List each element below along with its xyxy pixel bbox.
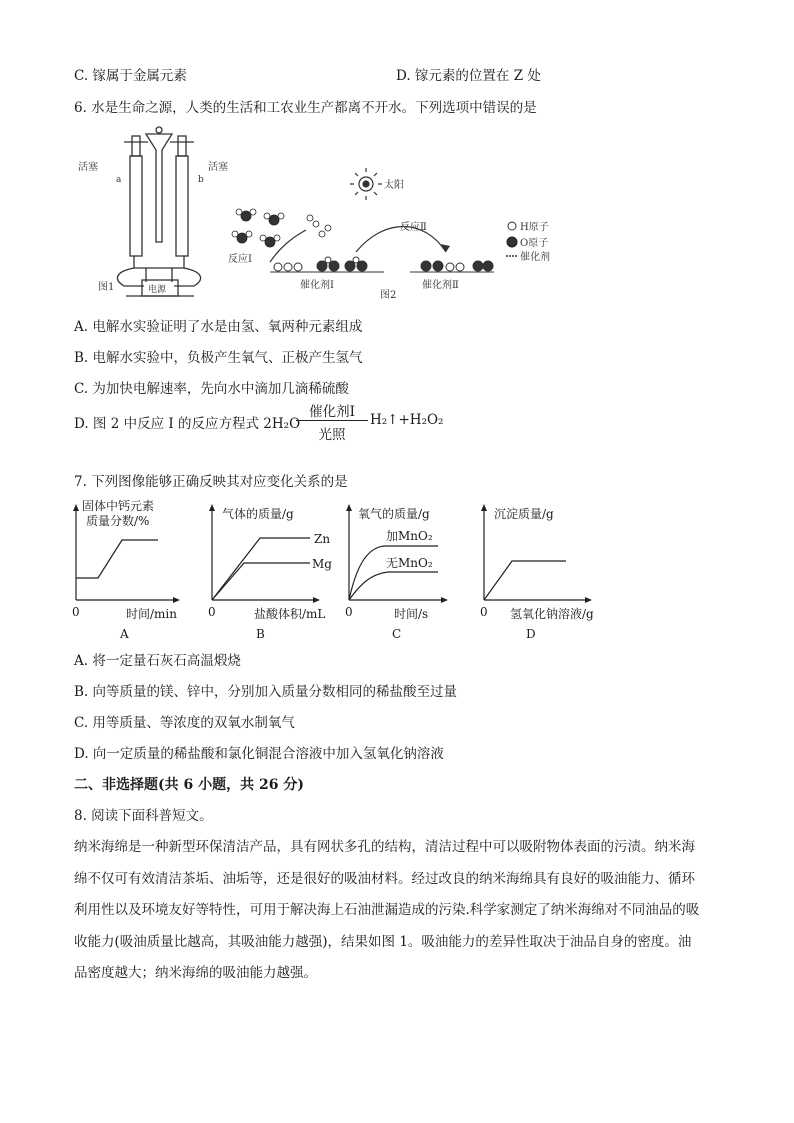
q8-passage bbox=[74, 832, 724, 990]
graph-d-xlabel: 氢氧化钠溶液/g bbox=[510, 607, 594, 621]
graph-a-ylabel-1: 固体中钙元素 bbox=[82, 499, 155, 513]
graph-c-with-mno2 bbox=[349, 546, 438, 600]
q6-stem: 6. 水是生命之源，人类的生活和工农业生产都离不开水。下列选项中错误的是 bbox=[74, 100, 537, 116]
graph-b-zn-label: Zn bbox=[314, 532, 331, 546]
graph-a-y-arrow bbox=[73, 504, 79, 511]
q6-option-d-suffix: H₂↑+H₂O₂ bbox=[370, 412, 444, 428]
reaction1-arrow bbox=[270, 230, 306, 262]
graph-d-x-arrow bbox=[585, 597, 592, 603]
q7-stem: 7. 下列图像能够正确反映其对应变化关系的是 bbox=[74, 474, 348, 490]
catalyst1-surface bbox=[270, 257, 384, 272]
graph-c-xlabel: 时间/s bbox=[394, 607, 429, 621]
q6-option-d bbox=[74, 404, 444, 443]
legend-h-atom: H原子 bbox=[520, 222, 549, 233]
figure2-catalyst2: 催化剂Ⅱ bbox=[422, 280, 459, 291]
graph-c-with-mno2-label: 加MnO₂ bbox=[386, 529, 433, 543]
q6-figure bbox=[74, 122, 594, 304]
graph-b-letter: B bbox=[256, 627, 265, 641]
figure2-legend bbox=[506, 221, 550, 263]
graph-d-y-arrow bbox=[481, 504, 487, 511]
q7-option-a: A. 将一定量石灰石高温煅烧 bbox=[74, 653, 241, 669]
graph-b-xlabel: 盐酸体积/mL bbox=[254, 607, 326, 621]
figure1-right-label: 活塞 bbox=[208, 162, 228, 173]
o-atom-icon bbox=[507, 237, 517, 247]
figure1-electrolysis bbox=[117, 127, 200, 296]
q6-option-a: A. 电解水实验证明了水是由氢、氧两种元素组成 bbox=[74, 319, 363, 335]
q8-passage-line-2: 绵不仅可有效清洁茶垢、油垢等，还是很好的吸油材料。经过改良的纳米海绵具有良好的吸油能力、循环 bbox=[74, 870, 695, 887]
figure1-left-label: 活塞 bbox=[78, 162, 98, 173]
graph-c-y-arrow bbox=[346, 504, 352, 511]
q7-option-d: D. 向一定质量的稀盐酸和氯化铜混合溶液中加入氢氧化钠溶液 bbox=[74, 746, 444, 762]
section-2-title: 二、非选择题(共 6 小题，共 26 分) bbox=[74, 777, 304, 793]
h-atom-icon bbox=[508, 222, 516, 230]
graph-c-without-mno2-label: 无MnO₂ bbox=[386, 556, 433, 570]
figure1-caption: 图1 bbox=[98, 282, 115, 293]
graph-b-origin: 0 bbox=[208, 605, 216, 619]
graph-b-zn-line bbox=[212, 538, 310, 600]
figure2-caption: 图2 bbox=[380, 290, 397, 301]
figure1-tube-b: b bbox=[198, 175, 204, 185]
graph-c-origin: 0 bbox=[345, 605, 353, 619]
q6-option-d-prefix: D. 图 2 中反应 Ⅰ 的反应方程式 2H₂O bbox=[74, 416, 301, 432]
q8-passage-line-5: 品密度越大；纳米海绵的吸油能力越强。 bbox=[74, 965, 317, 981]
q6-option-c: C. 为加快电解速率，先向水中滴加几滴稀硫酸 bbox=[74, 381, 349, 397]
water-molecules bbox=[232, 209, 331, 247]
graph-d-origin: 0 bbox=[480, 605, 488, 619]
graph-b-x-arrow bbox=[313, 597, 320, 603]
legend-catalyst: 催化剂 bbox=[520, 252, 550, 263]
graph-d-ylabel: 沉淀质量/g bbox=[494, 507, 554, 521]
graph-b-ylabel: 气体的质量/g bbox=[222, 507, 294, 521]
graph-d-curve bbox=[484, 561, 566, 600]
q7-graphs bbox=[66, 496, 636, 644]
q8-stem: 8. 阅读下面科普短文。 bbox=[74, 808, 213, 824]
figure1-tube-a: a bbox=[116, 175, 122, 185]
q8-passage-line-4: 收能力(吸油质量比越高，其吸油能力越强)，结果如图 1。吸油能力的差异性取决于油品自身的密度。油 bbox=[74, 933, 692, 950]
graph-a-curve bbox=[76, 540, 158, 578]
graph-a-xlabel: 时间/min bbox=[126, 607, 177, 621]
q8-passage-line-3: 利用性以及环境友好等特性，可用于解决海上石油泄漏造成的污染.科学家测定了纳米海绵对不同油品的吸 bbox=[74, 902, 700, 918]
figure2-reaction2: 反应Ⅱ bbox=[400, 222, 427, 233]
q5-option-c: C. 镓属于金属元素 bbox=[74, 68, 187, 84]
figure2-catalyst1: 催化剂Ⅰ bbox=[300, 280, 334, 291]
figure2-sun-label: 太阳 bbox=[384, 180, 404, 191]
reaction-conditions bbox=[296, 400, 368, 443]
q8-passage-line-1: 纳米海绵是一种新型环保清洁产品，具有网状多孔的结构，清洁过程中可以吸附物体表面的污渍。纳米海 bbox=[74, 839, 695, 855]
graph-c-letter: C bbox=[392, 627, 402, 641]
condition-catalyst: 催化剂I bbox=[309, 404, 355, 420]
graph-a-letter: A bbox=[120, 627, 129, 641]
catalyst2-surface bbox=[410, 261, 494, 272]
q7-option-c: C. 用等质量、等浓度的双氧水制氧气 bbox=[74, 715, 295, 731]
graph-c-ylabel: 氧气的质量/g bbox=[358, 507, 430, 521]
legend-o-atom: O原子 bbox=[520, 238, 549, 249]
q7-option-b: B. 向等质量的镁、锌中，分别加入质量分数相同的稀盐酸至过量 bbox=[74, 684, 458, 700]
graph-a-origin: 0 bbox=[72, 605, 80, 619]
graph-a-ylabel-2: 质量分数/% bbox=[86, 514, 150, 528]
condition-light: 光照 bbox=[318, 427, 346, 443]
sun-icon bbox=[350, 168, 382, 200]
figure2-reaction1: 反应Ⅰ bbox=[228, 254, 252, 265]
graph-c-without-mno2 bbox=[349, 572, 438, 600]
q6-option-b: B. 电解水实验中，负极产生氧气、正极产生氢气 bbox=[74, 350, 363, 366]
q5-option-d: D. 镓元素的位置在 Z 处 bbox=[396, 68, 541, 84]
figure1-power: 电源 bbox=[148, 285, 167, 295]
graph-d-letter: D bbox=[526, 627, 536, 641]
graph-b-y-arrow bbox=[209, 504, 215, 511]
graph-a-x-arrow bbox=[173, 597, 180, 603]
graph-b-mg-label: Mg bbox=[312, 557, 332, 571]
graph-c-x-arrow bbox=[441, 597, 448, 603]
